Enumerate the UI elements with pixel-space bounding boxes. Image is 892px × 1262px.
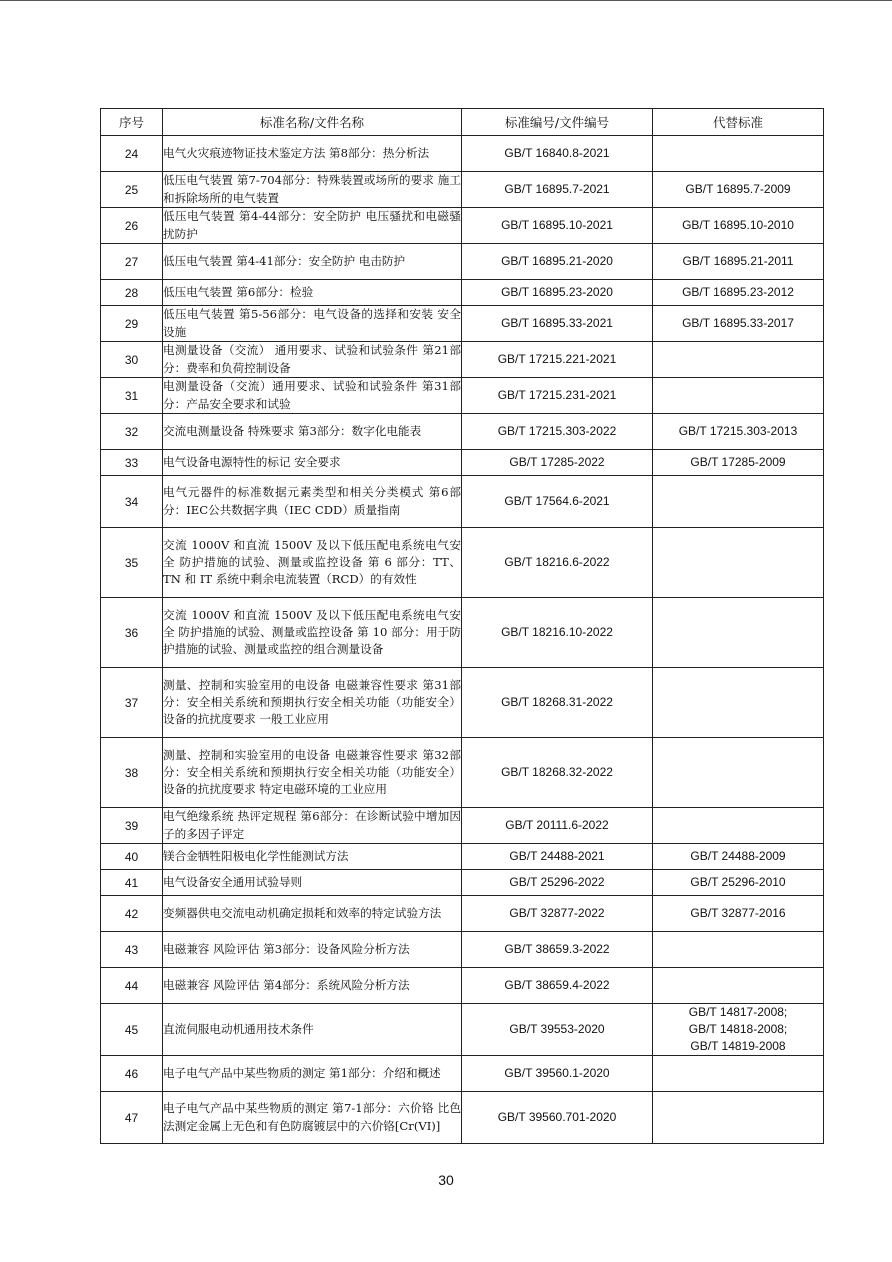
row-replaced-standard xyxy=(653,342,824,378)
table-row xyxy=(101,528,824,598)
table-row xyxy=(101,450,824,476)
row-standard-name: 直流伺服电动机通用技术条件 xyxy=(163,1004,462,1056)
row-index: 34 xyxy=(101,476,163,528)
table-row xyxy=(101,668,824,738)
row-standard-code: GB/T 17215.221-2021 xyxy=(462,342,653,378)
row-replaced-standard xyxy=(653,808,824,844)
table-row xyxy=(101,968,824,1004)
row-replaced-standard: GB/T 25296-2010 xyxy=(653,870,824,896)
table-body xyxy=(101,136,824,1144)
row-index: 38 xyxy=(101,738,163,808)
row-standard-code: GB/T 16895.33-2021 xyxy=(462,306,653,342)
row-index: 41 xyxy=(101,870,163,896)
row-standard-code: GB/T 39560.701-2020 xyxy=(462,1092,653,1144)
table-row xyxy=(101,1092,824,1144)
row-standard-name: 电气设备电源特性的标记 安全要求 xyxy=(163,450,462,476)
page-top-border xyxy=(0,0,892,1)
row-index: 31 xyxy=(101,378,163,414)
table-row xyxy=(101,208,824,244)
table-row xyxy=(101,280,824,306)
row-replaced-standard: GB/T 17285-2009 xyxy=(653,450,824,476)
table-row xyxy=(101,136,824,172)
row-standard-name: 低压电气装置 第4-41部分：安全防护 电击防护 xyxy=(163,244,462,280)
row-standard-name: 测量、控制和实验室用的电设备 电磁兼容性要求 第31部分：安全相关系统和预期执行安全相关功能（功能安全）设备的抗扰度要求 一般工业应用 xyxy=(163,668,462,738)
row-standard-code: GB/T 18268.32-2022 xyxy=(462,738,653,808)
table-row xyxy=(101,844,824,870)
table-row xyxy=(101,306,824,342)
row-replaced-standard: GB/T 16895.7-2009 xyxy=(653,172,824,208)
row-index: 37 xyxy=(101,668,163,738)
table-row xyxy=(101,598,824,668)
table-row xyxy=(101,1056,824,1092)
table-row xyxy=(101,378,824,414)
row-replaced-standard xyxy=(653,378,824,414)
row-standard-code: GB/T 20111.6-2022 xyxy=(462,808,653,844)
row-replaced-standard xyxy=(653,1092,824,1144)
row-replaced-standard xyxy=(653,968,824,1004)
row-index: 47 xyxy=(101,1092,163,1144)
table-row xyxy=(101,738,824,808)
row-index: 39 xyxy=(101,808,163,844)
table-row xyxy=(101,870,824,896)
row-index: 25 xyxy=(101,172,163,208)
row-index: 33 xyxy=(101,450,163,476)
row-index: 42 xyxy=(101,896,163,932)
row-standard-name: 电磁兼容 风险评估 第3部分：设备风险分析方法 xyxy=(163,932,462,968)
row-standard-name: 电气元器件的标准数据元素类型和相关分类模式 第6部分：IEC公共数据字典（IEC CDD）质量指南 xyxy=(163,476,462,528)
table-row xyxy=(101,172,824,208)
row-standard-name: 低压电气装置 第4-44部分：安全防护 电压骚扰和电磁骚扰防护 xyxy=(163,208,462,244)
row-standard-code: GB/T 16895.10-2021 xyxy=(462,208,653,244)
table-row xyxy=(101,1004,824,1056)
header-replaced-standard: 代替标准 xyxy=(653,109,824,136)
row-index: 44 xyxy=(101,968,163,1004)
row-standard-code: GB/T 16895.23-2020 xyxy=(462,280,653,306)
row-replaced-standard xyxy=(653,136,824,172)
table-row xyxy=(101,342,824,378)
row-standard-code: GB/T 24488-2021 xyxy=(462,844,653,870)
table-row xyxy=(101,414,824,450)
row-standard-name: 变频器供电交流电动机确定损耗和效率的特定试验方法 xyxy=(163,896,462,932)
row-standard-code: GB/T 17215.231-2021 xyxy=(462,378,653,414)
header-standard-name: 标准名称/文件名称 xyxy=(163,109,462,136)
row-standard-code: GB/T 17285-2022 xyxy=(462,450,653,476)
row-standard-name: 电气火灾痕迹物证技术鉴定方法 第8部分：热分析法 xyxy=(163,136,462,172)
row-standard-code: GB/T 16895.7-2021 xyxy=(462,172,653,208)
row-standard-code: GB/T 39560.1-2020 xyxy=(462,1056,653,1092)
row-standard-name: 电气设备安全通用试验导则 xyxy=(163,870,462,896)
row-standard-name: 测量、控制和实验室用的电设备 电磁兼容性要求 第32部分：安全相关系统和预期执行安全相关功能（功能安全）设备的抗扰度要求 特定电磁环境的工业应用 xyxy=(163,738,462,808)
row-index: 27 xyxy=(101,244,163,280)
row-index: 24 xyxy=(101,136,163,172)
row-standard-code: GB/T 17564.6-2021 xyxy=(462,476,653,528)
row-standard-code: GB/T 39553-2020 xyxy=(462,1004,653,1056)
row-standard-name: 电测量设备（交流） 通用要求、试验和试验条件 第21部分：费率和负荷控制设备 xyxy=(163,342,462,378)
row-standard-code: GB/T 18268.31-2022 xyxy=(462,668,653,738)
row-standard-name: 电子电气产品中某些物质的测定 第1部分：介绍和概述 xyxy=(163,1056,462,1092)
row-standard-code: GB/T 17215.303-2022 xyxy=(462,414,653,450)
row-standard-name: 电磁兼容 风险评估 第4部分：系统风险分析方法 xyxy=(163,968,462,1004)
row-replaced-standard xyxy=(653,476,824,528)
row-standard-code: GB/T 16895.21-2020 xyxy=(462,244,653,280)
header-index: 序号 xyxy=(101,109,163,136)
row-index: 45 xyxy=(101,1004,163,1056)
row-standard-name: 交流电测量设备 特殊要求 第3部分：数字化电能表 xyxy=(163,414,462,450)
row-index: 40 xyxy=(101,844,163,870)
row-replaced-standard xyxy=(653,598,824,668)
row-replaced-standard: GB/T 16895.33-2017 xyxy=(653,306,824,342)
table-row xyxy=(101,896,824,932)
standards-table xyxy=(100,108,824,1144)
row-standard-name: 低压电气装置 第6部分：检验 xyxy=(163,280,462,306)
row-replaced-standard: GB/T 24488-2009 xyxy=(653,844,824,870)
row-index: 46 xyxy=(101,1056,163,1092)
row-standard-code: GB/T 38659.3-2022 xyxy=(462,932,653,968)
row-standard-code: GB/T 38659.4-2022 xyxy=(462,968,653,1004)
row-replaced-standard xyxy=(653,932,824,968)
row-replaced-standard: GB/T 17215.303-2013 xyxy=(653,414,824,450)
row-replaced-standard: GB/T 16895.21-2011 xyxy=(653,244,824,280)
row-replaced-standard: GB/T 16895.10-2010 xyxy=(653,208,824,244)
header-standard-code: 标准编号/文件编号 xyxy=(462,109,653,136)
row-replaced-standard xyxy=(653,668,824,738)
row-index: 29 xyxy=(101,306,163,342)
row-index: 30 xyxy=(101,342,163,378)
row-replaced-standard: GB/T 32877-2016 xyxy=(653,896,824,932)
row-standard-name: 交流 1000V 和直流 1500V 及以下低压配电系统电气安全 防护措施的试验、测量或监控设备 第 6 部分：TT、TN 和 IT 系统中剩余电流装置（RCD）的有效性 xyxy=(163,528,462,598)
table-header-row xyxy=(101,109,824,136)
row-standard-code: GB/T 18216.6-2022 xyxy=(462,528,653,598)
row-replaced-standard xyxy=(653,528,824,598)
row-index: 28 xyxy=(101,280,163,306)
row-standard-name: 低压电气装置 第7-704部分：特殊装置或场所的要求 施工和拆除场所的电气装置 xyxy=(163,172,462,208)
row-standard-code: GB/T 32877-2022 xyxy=(462,896,653,932)
row-replaced-standard: GB/T 16895.23-2012 xyxy=(653,280,824,306)
row-index: 35 xyxy=(101,528,163,598)
table-row xyxy=(101,476,824,528)
page-number: 30 xyxy=(438,1172,454,1188)
row-standard-code: GB/T 18216.10-2022 xyxy=(462,598,653,668)
row-standard-name: 电测量设备（交流）通用要求、试验和试验条件 第31部分：产品安全要求和试验 xyxy=(163,378,462,414)
row-standard-name: 镁合金牺牲阳极电化学性能测试方法 xyxy=(163,844,462,870)
row-standard-name: 交流 1000V 和直流 1500V 及以下低压配电系统电气安全 防护措施的试验、测量或监控设备 第 10 部分：用于防护措施的试验、测量或监控的组合测量设备 xyxy=(163,598,462,668)
table-row xyxy=(101,244,824,280)
row-replaced-standard xyxy=(653,1056,824,1092)
row-index: 26 xyxy=(101,208,163,244)
row-standard-name: 电气绝缘系统 热评定规程 第6部分：在诊断试验中增加因子的多因子评定 xyxy=(163,808,462,844)
row-standard-code: GB/T 16840.8-2021 xyxy=(462,136,653,172)
row-index: 32 xyxy=(101,414,163,450)
row-standard-code: GB/T 25296-2022 xyxy=(462,870,653,896)
row-index: 43 xyxy=(101,932,163,968)
table-row xyxy=(101,808,824,844)
row-standard-name: 电子电气产品中某些物质的测定 第7-1部分：六价铬 比色法测定金属上无色和有色防腐镀层中的六价铬[Cr(VI)] xyxy=(163,1092,462,1144)
row-index: 36 xyxy=(101,598,163,668)
row-standard-name: 低压电气装置 第5-56部分：电气设备的选择和安装 安全设施 xyxy=(163,306,462,342)
row-replaced-standard xyxy=(653,738,824,808)
table-row xyxy=(101,932,824,968)
row-replaced-standard: GB/T 14817-2008; GB/T 14818-2008; GB/T 14819-2008 xyxy=(653,1004,824,1056)
